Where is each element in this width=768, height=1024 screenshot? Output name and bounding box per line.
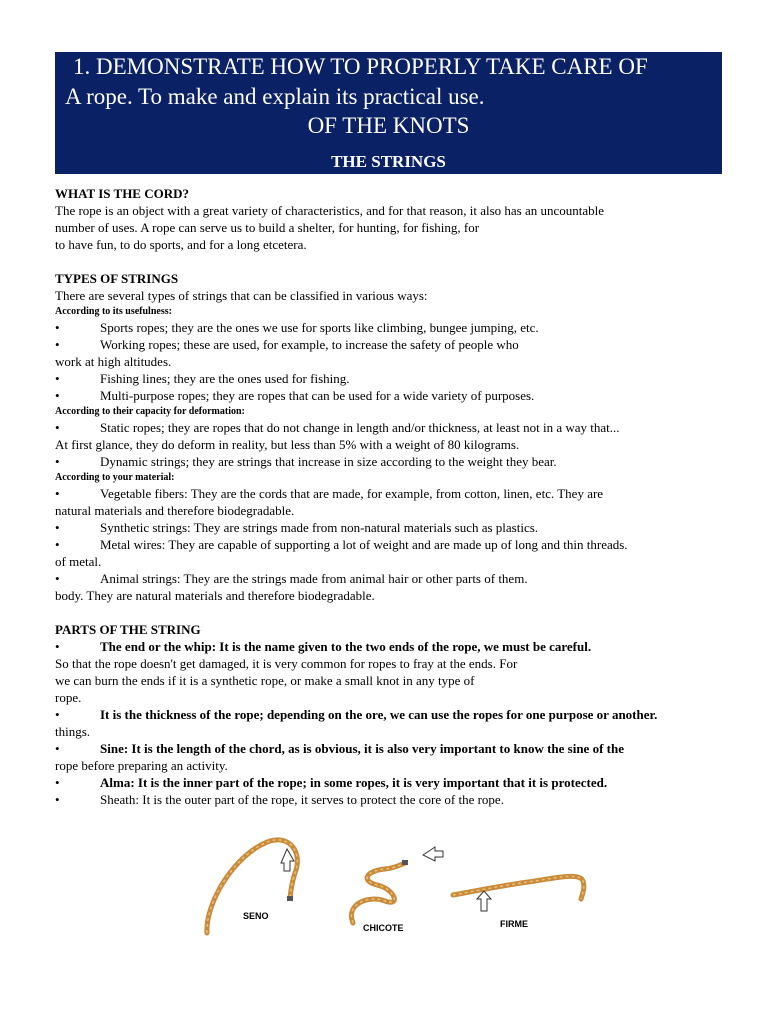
list-item-continuation: rope before preparing an activity.	[55, 758, 228, 773]
rope-end-mark	[287, 896, 293, 901]
list-item-continuation: natural materials and therefore biodegradable.	[55, 503, 295, 518]
arrow-icon	[423, 847, 443, 861]
list-item-continuation: So that the rope doesn't get damaged, it is very common for ropes to fray at the ends. For	[55, 656, 518, 671]
list-item-continuation: of metal.	[55, 554, 102, 569]
list-item-continuation: work at high altitudes.	[55, 354, 172, 369]
rope-end-mark	[402, 860, 408, 865]
bullet-icon: •	[55, 420, 60, 435]
heading-types: TYPES OF STRINGS	[55, 271, 179, 286]
arrow-icon	[477, 891, 491, 911]
list-item-continuation: rope.	[55, 690, 82, 705]
title-line-2: A rope. To make and explain its practical use.	[65, 84, 485, 109]
list-item: • Sports ropes; they are the ones we use for sports like climbing, bungee jumping, etc.	[55, 320, 539, 335]
list-item-continuation: we can burn the ends if it is a synthetic rope, or make a small knot in any type of	[55, 673, 475, 688]
list-item-continuation: At first glance, they do deform in reality, but less than 5% with a weight of 80 kilograms.	[55, 437, 520, 452]
bullet-icon: •	[55, 388, 60, 403]
bullet-icon: •	[55, 520, 60, 535]
heading-parts: PARTS OF THE STRING	[55, 622, 201, 637]
rope-chicote	[351, 863, 405, 923]
list-item: • Metal wires: They are capable of supporting a lot of weight and are made up of long and thin threads.	[55, 537, 628, 552]
bullet-icon: •	[55, 337, 60, 352]
bullet-icon: •	[55, 775, 60, 790]
title-line-3: OF THE KNOTS	[307, 113, 470, 138]
subheading-usefulness: According to its usefulness:	[55, 306, 172, 317]
list-item: • Vegetable fibers: They are the cords that are made, for example, from cotton, linen, etc. They are	[55, 486, 604, 501]
paragraph-line: The rope is an object with a great variety of characteristics, and for that reason, it also has an uncountable	[55, 203, 605, 218]
list-item: • Dynamic strings; they are strings that increase in size according to the weight they bear.	[55, 454, 557, 469]
list-item-continuation: body. They are natural materials and therefore biodegradable.	[55, 588, 375, 603]
caption-seno: SENO	[243, 911, 269, 921]
document-body	[55, 185, 741, 808]
list-item: • Multi-purpose ropes; they are ropes that can be used for a wide variety of purposes.	[55, 388, 535, 403]
bullet-icon: •	[55, 792, 60, 807]
rope-firme	[453, 876, 584, 899]
list-item: • It is the thickness of the rope; depending on the ore, we can use the ropes for one purpose or another.	[55, 707, 658, 722]
bullet-icon: •	[55, 486, 60, 501]
list-item: • Static ropes; they are ropes that do not change in length and/or thickness, at least not in a way that...	[55, 420, 620, 435]
title-line-1: 1. DEMONSTRATE HOW TO PROPERLY TAKE CARE OF	[73, 54, 648, 79]
list-item: • Fishing lines; they are the ones used for fishing.	[55, 371, 350, 386]
bullet-icon: •	[55, 741, 60, 756]
list-item: • Working ropes; these are used, for example, to increase the safety of people who	[55, 337, 519, 352]
caption-chicote: CHICOTE	[363, 923, 404, 933]
bullet-icon: •	[55, 371, 60, 386]
list-item: • Sheath: It is the outer part of the rope, it serves to protect the core of the rope.	[55, 792, 504, 807]
bullet-icon: •	[55, 639, 60, 654]
bullet-icon: •	[55, 707, 60, 722]
list-item: • The end or the whip: It is the name given to the two ends of the rope, we must be careful.	[55, 639, 592, 654]
paragraph-line: to have fun, to do sports, and for a long etcetera.	[55, 237, 307, 252]
list-item-continuation: things.	[55, 724, 91, 739]
bullet-icon: •	[55, 454, 60, 469]
list-item: • Alma: It is the inner part of the rope; in some ropes, it is very important that it is protected.	[55, 775, 608, 790]
subheading-deformation: According to their capacity for deformation:	[55, 406, 245, 417]
rope-parts-illustration	[195, 833, 595, 943]
subheading-material: According to your material:	[55, 472, 175, 483]
types-intro: There are several types of strings that can be classified in various ways:	[55, 288, 428, 303]
caption-firme: FIRME	[500, 919, 528, 929]
banner-subtitle: THE STRINGS	[331, 152, 446, 171]
list-item: • Animal strings: They are the strings made from animal hair or other parts of them.	[55, 571, 528, 586]
title-banner	[55, 52, 722, 174]
arrow-icon	[281, 849, 294, 871]
bullet-icon: •	[55, 320, 60, 335]
bullet-icon: •	[55, 571, 60, 586]
list-item: • Synthetic strings: They are strings made from non-natural materials such as plastics.	[55, 520, 539, 535]
paragraph-line: number of uses. A rope can serve us to build a shelter, for hunting, for fishing, for	[55, 220, 480, 235]
bullet-icon: •	[55, 537, 60, 552]
heading-what-is-cord: WHAT IS THE CORD?	[55, 186, 190, 201]
list-item: • Sine: It is the length of the chord, as is obvious, it is also very important to know the sine of the	[55, 741, 624, 756]
